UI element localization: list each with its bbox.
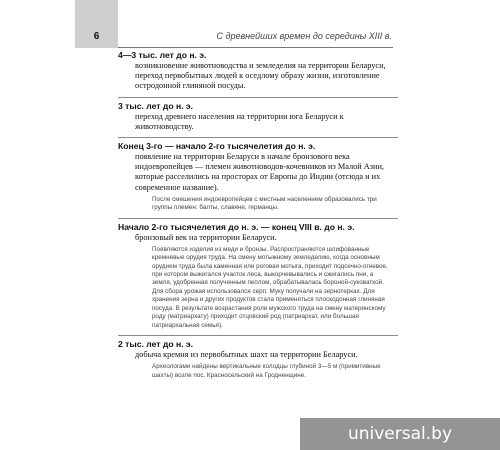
entry-text: добыча кремня из первобытных шахт на территории Беларуси. <box>135 349 358 359</box>
page-number: 6 <box>93 31 100 42</box>
chronology-content <box>118 50 398 380</box>
chronology-entry <box>118 101 398 132</box>
header-rule <box>118 47 393 48</box>
entry-period: 2 тыс. лет до н. э. <box>118 338 194 349</box>
running-head: С древнейших времен до середины XIII в. <box>216 31 392 41</box>
entry-note: Археологами найдены вертикальные колодцы глубиной 3—5 м (примитивные шахты) возле пос. Красносельский на Гродненщине. <box>152 363 381 379</box>
entry-divider <box>118 335 398 336</box>
entry-divider <box>118 137 398 138</box>
chronology-entry <box>118 339 398 380</box>
watermark-logo: universal.by <box>300 418 500 450</box>
entry-text: переход древнего населения на территории юга Беларуси к животноводству. <box>135 111 344 131</box>
entry-divider <box>118 218 398 219</box>
entry-text: бронзовый век на территории Беларуси. <box>135 232 277 242</box>
entry-note: Появляются изделия из меди и бронзы. Распространяются шлифованные кремневые орудия труда. На смену мотыжному земледелию, когда основным орудием труда была каменная или роговая мотыга, приходит подсечно-огневое, при котором выжигался участок леса, выкорчевывались и сжигались пни, а земля, удобренная полученным пеплом, обрабатывалась бороной-суковаткой. Для сбора урожая использовался серп. Муку получали на зернотерках. Для хранения зерна и других продуктов стала применяться плоскодонная глиняная посуда. В результате возрастания роли мужского труда на смену материнскому роду (матриархату) приходит отцовский род (патриархат, или большая патриархальная семья). <box>152 245 388 329</box>
entry-note: После смешения индоевропейцев с местным населением образовались три группы племен: балты, славяне, германцы. <box>152 195 377 212</box>
entry-period: Начало 2-го тысячелетия до н. э. — конец VIII в. до н. э. <box>118 221 355 232</box>
entry-period: Конец 3-го — начало 2-го тысячелетия до н. э. <box>118 141 316 152</box>
entry-text: появление на территории Беларуси в начале бронзового века индоевропейцев — племен животноводов-кочевников из Малой Азии, которые расселились на просторах от Европы до Индии (отсюда и их современное название). <box>135 152 385 192</box>
chronology-entry <box>118 141 398 213</box>
chronology-entry <box>118 50 398 92</box>
chronology-entry <box>118 222 398 330</box>
entry-period: 3 тыс. лет до н. э. <box>118 100 194 111</box>
entry-text: возникновение животноводства и земледелия на территории Беларуси, переход первобытных людей к оседлому образу жизни, изготовление остродонной глиняной посуды. <box>135 61 386 91</box>
entry-period: 4—3 тыс. лет до н. э. <box>118 50 207 60</box>
entry-divider <box>118 97 398 98</box>
